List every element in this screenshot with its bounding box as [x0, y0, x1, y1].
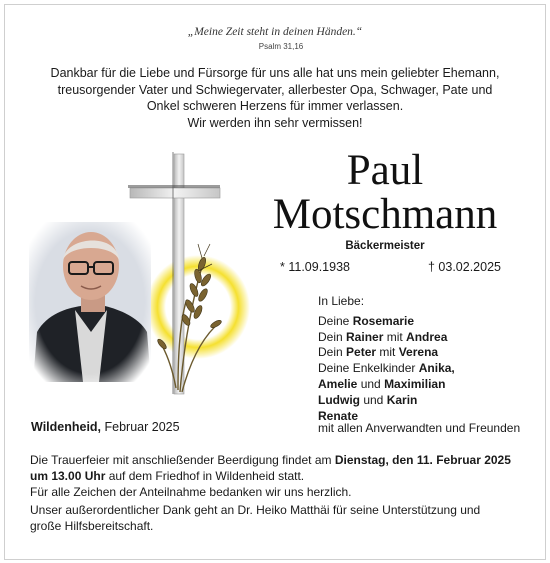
- service-time: um 13.00 Uhr: [30, 468, 106, 483]
- mourner-line: Deine Rosemarie: [318, 313, 415, 328]
- mourner-name: Rosemarie: [352, 313, 415, 328]
- place-date-text: Februar 2025: [101, 420, 180, 434]
- deceased-first-name: Paul: [346, 147, 424, 194]
- mourners-list: [318, 294, 455, 424]
- mourner-line: Amelie und Maximilian: [318, 376, 446, 391]
- funeral-service-info: Die Trauerfeier mit anschließender Beerdigung findet am Dienstag, den 11. Februar 2025 um 13.00 Uhr auf dem Friedhof in Wildenheid statt.: [30, 453, 511, 483]
- mourner-name: Rainer: [346, 329, 384, 344]
- mourners-heading: In Liebe:: [318, 294, 365, 308]
- mourner-name: Ludwig: [318, 392, 360, 407]
- birth-date: * 11.09.1938: [280, 260, 350, 274]
- mourner-name: Maximilian: [384, 376, 446, 391]
- cross-horizontal: [130, 188, 220, 198]
- thanks-text: Für alle Zeichen der Anteilnahme bedanken wir uns herzlich.: [30, 485, 352, 499]
- psalm-reference: Psalm 31,16: [258, 42, 304, 51]
- mourner-line: Dein Peter mit Verena: [318, 345, 439, 360]
- death-date: † 03.02.2025: [428, 260, 501, 274]
- intro-text: Dankbar für die Liebe und Fürsorge für uns alle hat uns mein geliebter Ehemann, treusorgender Vater und Schwiegervater, allerbester Opa, Schwager, Pate und Onkel schweren Herzens für immer verlassen.: [50, 66, 500, 113]
- profession: Bäckermeister: [345, 240, 425, 252]
- place-date: [31, 420, 180, 434]
- intro-closing: Wir werden ihn sehr vermissen!: [187, 116, 363, 130]
- portrait-photo: [29, 222, 151, 382]
- mourner-name: Peter: [346, 345, 377, 360]
- deceased-last-name: Motschmann: [272, 191, 498, 238]
- mourner-name: Anika,: [418, 361, 455, 376]
- mourner-line: Ludwig und Karin: [318, 392, 418, 407]
- gratitude-text: Unser außerordentlicher Dank geht an Dr. Heiko Matthäi für seine Unterstützung und große Hilfsbereitschaft.: [30, 503, 481, 533]
- mourner-name: Amelie: [318, 376, 358, 391]
- bible-quote: „Meine Zeit steht in deinen Händen.“: [187, 26, 363, 38]
- relatives-line: mit allen Anverwandten und Freunden: [318, 421, 521, 435]
- mourner-name: Andrea: [406, 329, 448, 344]
- mourner-name: Karin: [386, 392, 418, 407]
- mourner-line: Dein Rainer mit Andrea: [318, 329, 448, 344]
- mourner-line: Deine Enkelkinder Anika,: [318, 361, 455, 376]
- mourner-name: Verena: [398, 345, 439, 360]
- place-name: Wildenheid,: [31, 420, 102, 434]
- service-date: Dienstag, den 11. Februar 2025: [334, 453, 511, 467]
- mourner-name: Renate: [318, 408, 359, 423]
